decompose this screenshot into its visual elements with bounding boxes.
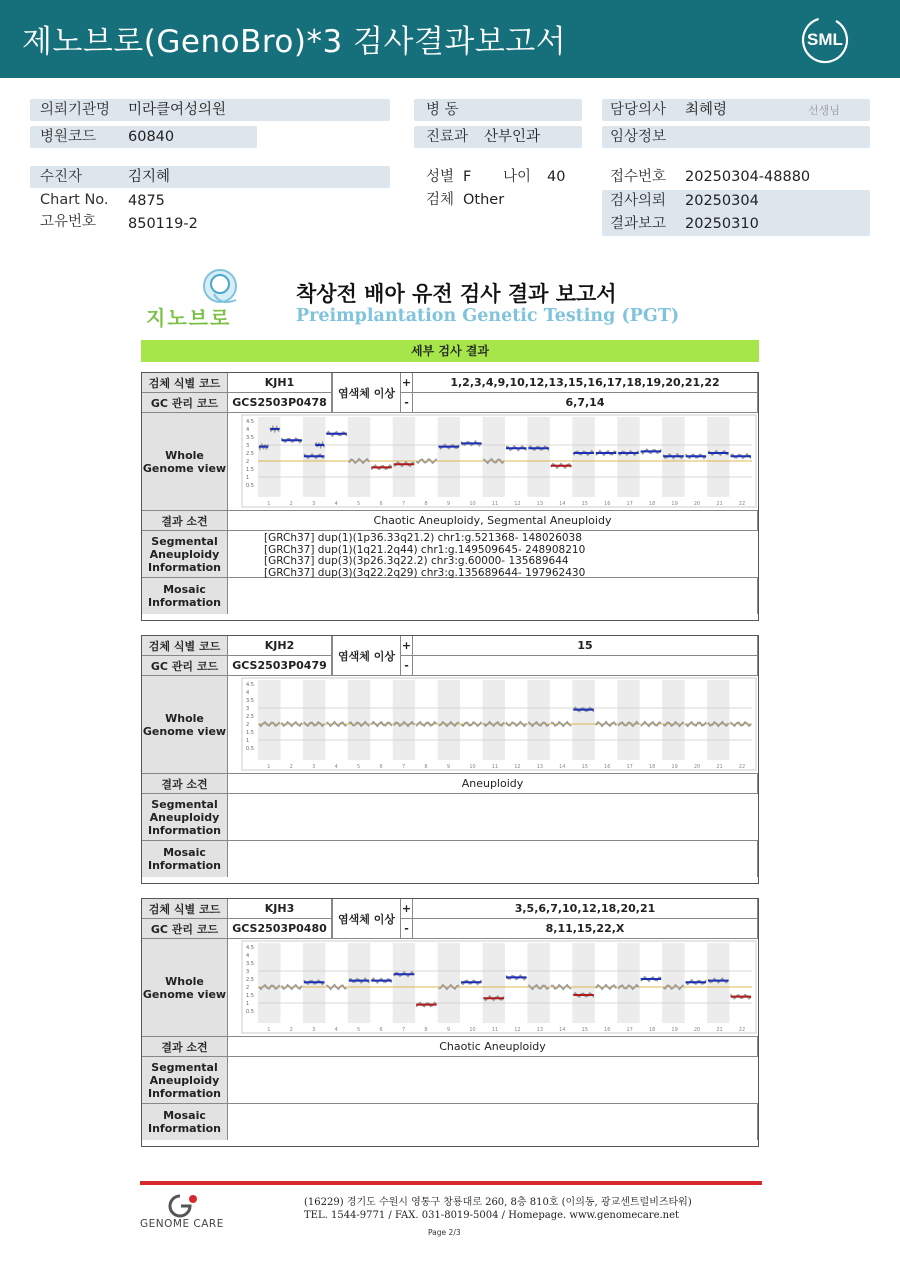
x-tick-label: 15 (581, 501, 588, 507)
chromosome-band (662, 943, 684, 1023)
x-tick-label: 6 (379, 501, 383, 507)
gc-code-row (142, 393, 758, 413)
chromosome-abnormality-label: 염색체 이상 (332, 636, 401, 675)
specimen-label: 검체 (426, 192, 455, 208)
segmental-line: [GRCh37] dup(3)(3q22.2q29) chr3:g.135689644- 197962430 (264, 566, 586, 579)
x-tick-label: 5 (357, 1027, 361, 1033)
y-tick-label: 2 (246, 985, 250, 991)
x-tick-label: 17 (626, 764, 633, 770)
result-row (142, 774, 758, 794)
x-tick-label: 20 (693, 501, 701, 507)
doctor-suffix: 선생님 (808, 104, 840, 117)
doctor-label: 담당의사 (610, 102, 667, 118)
loss-chromosomes (413, 656, 758, 675)
chromosome-band (572, 680, 594, 760)
gain-sign: + (401, 899, 413, 918)
chromosome-band (707, 417, 729, 497)
doctor-value: 최혜령 (685, 102, 728, 118)
whole-genome-row (142, 939, 758, 1037)
chromosome-band (617, 680, 639, 760)
chromosome-band (527, 943, 549, 1023)
copy-number-chart (228, 413, 758, 511)
chromosome-band (527, 417, 549, 497)
x-tick-label: 16 (604, 1027, 611, 1033)
x-tick-label: 16 (604, 501, 611, 507)
section-title: 세부 검사 결과 (141, 340, 759, 362)
genome-care-text: GENOME CARE (140, 1218, 224, 1230)
x-tick-label: 10 (469, 501, 476, 507)
x-tick-label: 10 (469, 1027, 476, 1033)
mosaic-row (142, 578, 758, 614)
sample-table (141, 635, 759, 884)
x-tick-label: 1 (267, 1027, 271, 1033)
x-tick-label: 15 (581, 1027, 588, 1033)
x-tick-label: 17 (626, 1027, 633, 1033)
whole-genome-plot (228, 939, 758, 1036)
chromosome-band (393, 943, 415, 1023)
y-tick-label: 1 (246, 738, 250, 744)
chromosome-band (662, 680, 684, 760)
y-tick-label: 4.5 (246, 945, 254, 951)
x-tick-label: 11 (491, 1027, 499, 1033)
x-tick-label: 9 (446, 764, 451, 770)
x-tick-label: 1 (267, 764, 271, 770)
x-tick-label: 12 (514, 764, 521, 770)
loss-chromosomes: 8,11,15,22,X (413, 919, 758, 938)
mosaic-row (142, 1104, 758, 1140)
report-date-value: 20250310 (685, 216, 759, 232)
sample-id-value: KJH2 (228, 636, 332, 655)
y-tick-label: 0.5 (246, 746, 254, 752)
y-tick-label: 1 (246, 475, 250, 481)
sex-value: F (463, 169, 472, 185)
report-title: 착상전 배아 유전 검사 결과 보고서 (296, 282, 617, 306)
y-tick-label: 0.5 (246, 483, 254, 489)
chromosome-band (348, 680, 370, 760)
x-tick-label: 22 (738, 1027, 746, 1033)
whole-genome-plot (228, 413, 758, 510)
chromosome-band (483, 943, 505, 1023)
segmental-row (142, 1057, 758, 1104)
gc-code-row (142, 656, 758, 676)
y-tick-label: 3 (246, 969, 250, 975)
gain-chromosomes: 15 (413, 636, 758, 655)
x-tick-label: 11 (491, 501, 499, 507)
y-tick-label: 2 (246, 722, 250, 728)
loss-sign: - (401, 393, 413, 412)
sml-logo (800, 15, 850, 65)
x-tick-label: 14 (559, 1027, 566, 1033)
report-header (0, 0, 900, 78)
x-tick-label: 22 (738, 764, 746, 770)
x-tick-label: 6 (379, 1027, 383, 1033)
x-tick-label: 1 (267, 501, 271, 507)
result-row (142, 511, 758, 531)
segmental-row (142, 794, 758, 841)
specimen-value: Other (463, 192, 505, 208)
segmental-line: [GRCh37] dup(1)(1p36.33q21.2) chr1:g.521368- 148026038 (264, 532, 582, 544)
x-tick-label: 18 (648, 1027, 656, 1033)
x-tick-label: 2 (289, 501, 293, 507)
clinical-label: 임상정보 (610, 129, 667, 145)
gc-code-label: GC 관리 코드 (142, 656, 228, 675)
x-tick-label: 12 (514, 501, 521, 507)
gain-chromosomes: 1,2,3,4,9,10,12,13,15,16,17,18,19,20,21,22 (413, 373, 758, 392)
request-date-label: 검사의뢰 (610, 193, 667, 209)
x-tick-label: 13 (536, 1027, 544, 1033)
footer-address (304, 1196, 692, 1222)
loss-chromosomes: 6,7,14 (413, 393, 758, 412)
receipt-label: 접수번호 (610, 169, 667, 185)
y-tick-label: 2.5 (246, 714, 254, 720)
x-tick-label: 18 (648, 764, 656, 770)
genome-care-logo-icon (163, 1193, 203, 1219)
x-tick-label: 7 (401, 501, 406, 507)
unique-id-value: 850119-2 (128, 216, 198, 232)
chromosome-band (348, 943, 370, 1023)
y-tick-label: 4 (246, 690, 250, 696)
x-tick-label: 20 (693, 1027, 701, 1033)
y-tick-label: 4 (246, 953, 250, 959)
gc-code-value: GCS2503P0478 (228, 393, 332, 412)
x-tick-label: 21 (716, 764, 723, 770)
whole-genome-plot (228, 676, 758, 773)
result-value: Chaotic Aneuploidy (228, 1037, 758, 1056)
x-tick-label: 20 (693, 764, 701, 770)
page-title: 제노브로(GenoBro)*3 검사결과보고서 (22, 24, 567, 60)
chromosome-band (438, 943, 460, 1023)
report-date-label: 결과보고 (610, 216, 667, 232)
segmental-label: Segmental Aneuploidy Information (142, 794, 228, 840)
mosaic-row (142, 841, 758, 877)
sample-id-label: 검체 식별 코드 (142, 373, 228, 392)
x-tick-label: 16 (604, 764, 611, 770)
patient-value: 김지혜 (128, 169, 171, 185)
gc-code-label: GC 관리 코드 (142, 919, 228, 938)
y-tick-label: 3.5 (246, 961, 254, 967)
mosaic-value (228, 1104, 758, 1140)
segmental-label: Segmental Aneuploidy Information (142, 1057, 228, 1103)
chromosome-band (572, 943, 594, 1023)
sample-table (141, 898, 759, 1147)
mosaic-value (228, 841, 758, 877)
x-tick-label: 6 (379, 764, 383, 770)
mosaic-label: Mosaic Information (142, 1104, 228, 1140)
x-tick-label: 21 (716, 501, 723, 507)
chromosome-band (617, 943, 639, 1023)
x-tick-label: 18 (648, 501, 656, 507)
mosaic-value (228, 578, 758, 614)
x-tick-label: 21 (716, 1027, 723, 1033)
x-tick-label: 7 (401, 764, 406, 770)
x-tick-label: 9 (446, 501, 451, 507)
y-tick-label: 3 (246, 706, 250, 712)
result-value: Chaotic Aneuploidy, Segmental Aneuploidy (228, 511, 758, 530)
copy-number-chart (228, 939, 758, 1037)
x-tick-label: 14 (559, 501, 566, 507)
y-tick-label: 3.5 (246, 435, 254, 441)
x-tick-label: 2 (289, 764, 293, 770)
sex-label: 성별 (426, 169, 455, 185)
gc-code-value: GCS2503P0480 (228, 919, 332, 938)
y-tick-label: 1 (246, 1001, 250, 1007)
patient-label: 수진자 (40, 169, 83, 185)
sample-id-row (142, 636, 758, 656)
y-tick-label: 2.5 (246, 451, 254, 457)
chromosome-band (707, 680, 729, 760)
x-tick-label: 22 (738, 501, 746, 507)
chromosome-band (438, 680, 460, 760)
segmental-info (264, 533, 585, 579)
department-label: 진료과 (426, 129, 469, 145)
y-tick-label: 1.5 (246, 993, 254, 999)
embryo-icon (140, 266, 260, 306)
receipt-value: 20250304-48880 (685, 169, 811, 185)
x-tick-label: 5 (357, 764, 361, 770)
age-label: 나이 (503, 169, 532, 185)
sample-id-label: 검체 식별 코드 (142, 899, 228, 918)
sample-id-row (142, 899, 758, 919)
chromosome-band (572, 417, 594, 497)
contact-line: TEL. 1544-9771 / FAX. 031-8019-5004 / Homepage. www.genomecare.net (304, 1210, 680, 1221)
y-tick-label: 1.5 (246, 730, 254, 736)
x-tick-label: 9 (446, 1027, 451, 1033)
address-line: (16229) 경기도 수원시 영통구 창룡대로 260, 8층 810호 (이의동, 광교센트럴비즈타워) (304, 1197, 692, 1208)
gain-chromosomes: 3,5,6,7,10,12,18,20,21 (413, 899, 758, 918)
y-tick-label: 1.5 (246, 467, 254, 473)
segmental-label: Segmental Aneuploidy Information (142, 531, 228, 577)
institution-value: 미라클여성의원 (128, 102, 227, 118)
sample-id-label: 검체 식별 코드 (142, 636, 228, 655)
x-tick-label: 19 (671, 1027, 678, 1033)
report-subtitle: Preimplantation Genetic Testing (PGT) (296, 306, 680, 326)
footer-divider (140, 1181, 762, 1185)
segmental-line: [GRCh37] dup(3)(3p26.3q22.2) chr3:g.60000- 135689644 (264, 555, 569, 567)
x-tick-label: 15 (581, 764, 588, 770)
chromosome-band (258, 943, 280, 1023)
whole-genome-label: Whole Genome view (142, 939, 228, 1036)
chromosome-band (393, 417, 415, 497)
unique-id-label: 고유번호 (40, 214, 97, 230)
x-tick-label: 2 (289, 1027, 293, 1033)
whole-genome-row (142, 676, 758, 774)
y-tick-label: 4.5 (246, 419, 254, 425)
segmental-row (142, 531, 758, 578)
chromosome-abnormality-label: 염색체 이상 (332, 899, 401, 938)
x-tick-label: 12 (514, 1027, 521, 1033)
x-tick-label: 13 (536, 501, 544, 507)
chromosome-band (483, 417, 505, 497)
gc-code-value: GCS2503P0479 (228, 656, 332, 675)
mosaic-label: Mosaic Information (142, 578, 228, 614)
chromosome-band (527, 680, 549, 760)
loss-sign: - (401, 919, 413, 938)
x-tick-label: 17 (626, 501, 633, 507)
chromosome-band (393, 680, 415, 760)
x-tick-label: 11 (491, 764, 499, 770)
chromosome-band (483, 680, 505, 760)
sml-logo-text: SML (807, 30, 843, 49)
x-tick-label: 14 (559, 764, 566, 770)
chromosome-band (438, 417, 460, 497)
hospital-code-value: 60840 (128, 129, 175, 145)
hospital-code-label: 병원코드 (40, 129, 97, 145)
genobro-logo (140, 266, 260, 328)
ward-label: 병 동 (426, 102, 459, 118)
x-tick-label: 4 (334, 501, 338, 507)
whole-genome-label: Whole Genome view (142, 413, 228, 510)
gc-code-label: GC 관리 코드 (142, 393, 228, 412)
age-value: 40 (547, 169, 566, 185)
result-label: 결과 소견 (142, 511, 228, 530)
y-tick-label: 3 (246, 443, 250, 449)
chromosome-band (617, 417, 639, 497)
x-tick-label: 13 (536, 764, 544, 770)
x-tick-label: 8 (424, 501, 428, 507)
x-tick-label: 7 (401, 1027, 406, 1033)
gc-code-row (142, 919, 758, 939)
x-tick-label: 3 (312, 764, 316, 770)
x-tick-label: 10 (469, 764, 476, 770)
sample-table (141, 372, 759, 621)
chromosome-band (348, 417, 370, 497)
result-row (142, 1037, 758, 1057)
copy-number-chart (228, 676, 758, 774)
genobro-logo-text: 지노브로 (146, 306, 232, 330)
result-label: 결과 소견 (142, 1037, 228, 1056)
result-value: Aneuploidy (228, 774, 758, 793)
x-tick-label: 3 (312, 501, 316, 507)
sample-id-value: KJH3 (228, 899, 332, 918)
chromosome-band (303, 680, 325, 760)
y-tick-label: 2.5 (246, 977, 254, 983)
y-tick-label: 3.5 (246, 698, 254, 704)
y-tick-label: 2 (246, 459, 250, 465)
patient-row (30, 166, 390, 188)
y-tick-label: 4 (246, 427, 250, 433)
whole-genome-row (142, 413, 758, 511)
x-tick-label: 19 (671, 764, 678, 770)
sample-id-value: KJH1 (228, 373, 332, 392)
y-tick-label: 0.5 (246, 1009, 254, 1015)
request-date-value: 20250304 (685, 193, 759, 209)
chart-no-label: Chart No. (40, 192, 109, 208)
whole-genome-label: Whole Genome view (142, 676, 228, 773)
x-tick-label: 4 (334, 1027, 338, 1033)
x-tick-label: 8 (424, 1027, 428, 1033)
y-tick-label: 4.5 (246, 682, 254, 688)
x-tick-label: 4 (334, 764, 338, 770)
segmental-line: [GRCh37] dup(1)(1q21.2q44) chr1:g.149509645- 248908210 (264, 543, 586, 556)
mosaic-label: Mosaic Information (142, 841, 228, 877)
institution-label: 의뢰기관명 (40, 102, 111, 118)
chromosome-abnormality-label: 염색체 이상 (332, 373, 401, 412)
x-tick-label: 19 (671, 501, 678, 507)
department-value: 산부인과 (484, 129, 541, 145)
x-tick-label: 8 (424, 764, 428, 770)
result-label: 결과 소견 (142, 774, 228, 793)
loss-sign: - (401, 656, 413, 675)
page-number: Page 2/3 (428, 1228, 461, 1237)
chart-no-value: 4875 (128, 193, 165, 209)
sample-id-row (142, 373, 758, 393)
gain-sign: + (401, 373, 413, 392)
x-tick-label: 5 (357, 501, 361, 507)
x-tick-label: 3 (312, 1027, 316, 1033)
chromosome-band (258, 680, 280, 760)
gain-sign: + (401, 636, 413, 655)
